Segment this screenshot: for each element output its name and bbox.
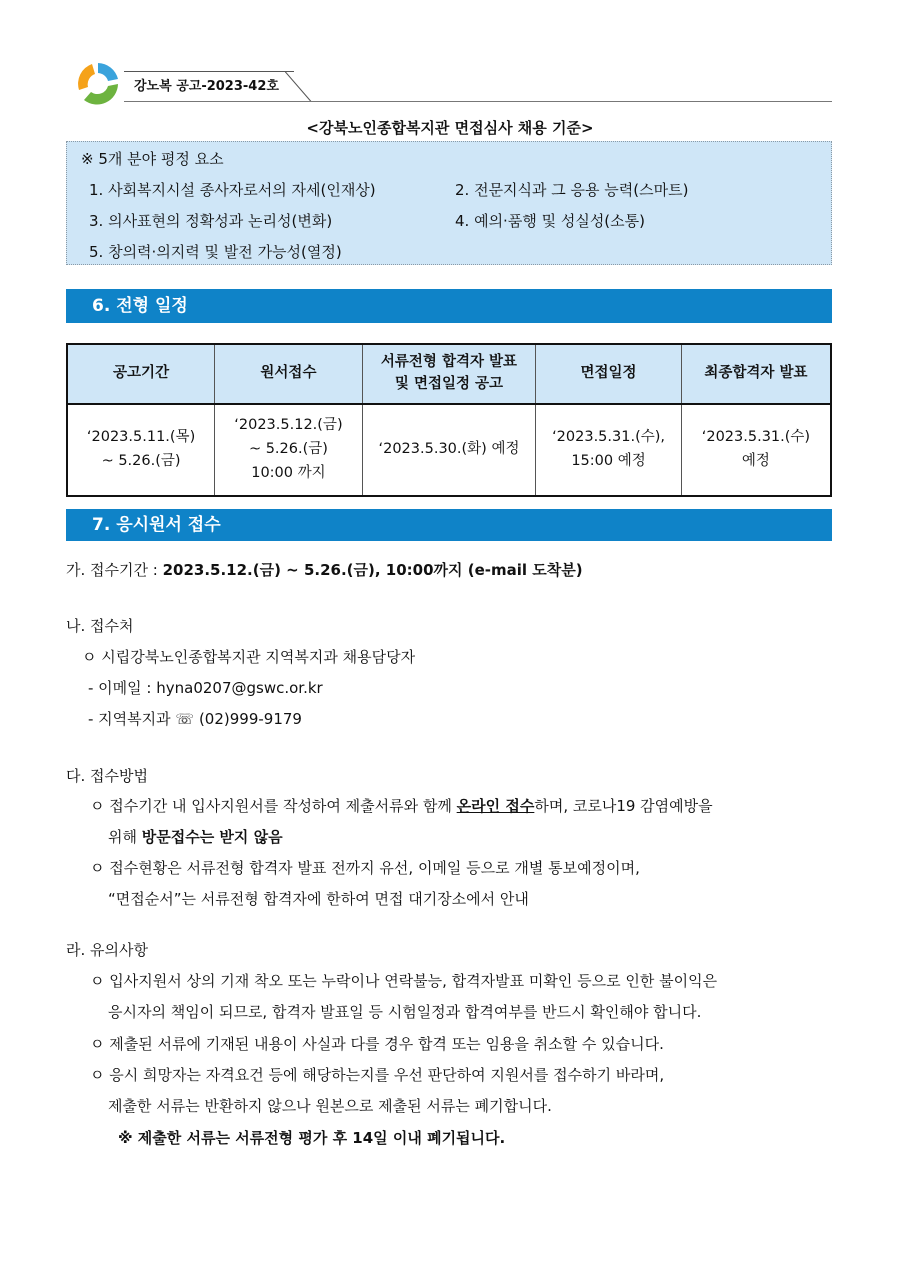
organization-logo-icon bbox=[74, 60, 122, 108]
bullet-line: ㅇ 입사지원서 상의 기재 착오 또는 누락이나 연락불능, 합격자발표 미확인 등으로 인한 불이익은 bbox=[90, 972, 718, 990]
subsection-heading: 라. 유의사항 bbox=[66, 941, 148, 959]
criteria-item: 1. 사회복지시설 종사자로서의 자세(인재상) bbox=[89, 181, 376, 199]
bullet-line: “면접순서”는 서류전형 합격자에 한하여 면접 대기장소에서 안내 bbox=[108, 890, 529, 908]
column-header: 최종합격자 발표 bbox=[681, 344, 831, 404]
column-header: 서류전형 합격자 발표 및 면접일정 공고 bbox=[362, 344, 535, 404]
table-row bbox=[67, 404, 831, 496]
schedule-table bbox=[66, 343, 832, 497]
section-heading-schedule: 6. 전형 일정 bbox=[66, 289, 832, 323]
contact-org: ㅇ 시립강북노인종합복지관 지역복지과 채용담당자 bbox=[82, 648, 416, 666]
bullet-line: 제출한 서류는 반환하지 않으나 원본으로 제출된 서류는 폐기합니다. bbox=[108, 1097, 552, 1115]
contact-phone: - 지역복지과 ☏ (02)999-9179 bbox=[88, 710, 302, 728]
column-header: 공고기간 bbox=[67, 344, 215, 404]
criteria-item: 3. 의사표현의 정확성과 논리성(변화) bbox=[89, 212, 333, 230]
column-header: 원서접수 bbox=[215, 344, 363, 404]
section-heading-application: 7. 응시원서 접수 bbox=[66, 509, 832, 541]
bullet-line: ㅇ 접수기간 내 입사지원서를 작성하여 제출서류와 함께 온라인 접수하며, 코로나19 감염예방을 bbox=[90, 797, 713, 815]
bullet-line: ㅇ 제출된 서류에 기재된 내용이 사실과 다를 경우 합격 또는 임용을 취소할 수 있습니다. bbox=[90, 1035, 664, 1053]
disposal-note: ※ 제출한 서류는 서류전형 평가 후 14일 이내 폐기됩니다. bbox=[118, 1129, 506, 1147]
table-cell: ‘2023.5.11.(목) ~ 5.26.(금) bbox=[67, 404, 215, 496]
column-header: 면접일정 bbox=[536, 344, 682, 404]
document-number: 강노복 공고-2023-42호 bbox=[124, 71, 294, 101]
table-cell: ‘2023.5.31.(수), 15:00 예정 bbox=[536, 404, 682, 496]
table-cell: ‘2023.5.30.(화) 예정 bbox=[362, 404, 535, 496]
email-link[interactable]: hyna0207@gswc.or.kr bbox=[156, 679, 323, 697]
header-rule bbox=[124, 101, 832, 102]
criteria-item: 5. 창의력·의지력 및 발전 가능성(열정) bbox=[89, 243, 342, 261]
page-title: <강북노인종합복지관 면접심사 채용 기준> bbox=[306, 119, 594, 137]
criteria-item: 4. 예의·품행 및 성실성(소통) bbox=[455, 212, 645, 230]
bullet-line: 응시자의 책임이 되므로, 합격자 발표일 등 시험일정과 합격여부를 반드시 확인해야 합니다. bbox=[108, 1003, 702, 1021]
table-cell: ‘2023.5.12.(금) ~ 5.26.(금) 10:00 까지 bbox=[215, 404, 363, 496]
phone-number: (02)999-9179 bbox=[198, 710, 302, 728]
subsection-heading: 다. 접수방법 bbox=[66, 767, 148, 785]
bullet-line: ㅇ 응시 희망자는 자격요건 등에 해당하는지를 우선 판단하여 지원서를 접수하기 바라며, bbox=[90, 1066, 665, 1084]
criteria-item: 2. 전문지식과 그 응용 능력(스마트) bbox=[455, 181, 689, 199]
table-header-row bbox=[67, 344, 831, 404]
contact-email: - 이메일 : hyna0207@gswc.or.kr bbox=[88, 679, 323, 697]
application-period: 가. 접수기간 : 2023.5.12.(금) ~ 5.26.(금), 10:00까지 (e-mail 도착분) bbox=[66, 561, 583, 579]
subsection-heading: 나. 접수처 bbox=[66, 617, 134, 635]
evaluation-criteria-box bbox=[66, 141, 832, 265]
criteria-note: ※ 5개 분야 평정 요소 bbox=[81, 150, 224, 168]
table-cell: ‘2023.5.31.(수) 예정 bbox=[681, 404, 831, 496]
bullet-line: ㅇ 접수현황은 서류전형 합격자 발표 전까지 유선, 이메일 등으로 개별 통보예정이며, bbox=[90, 859, 640, 877]
tab-divider bbox=[285, 71, 315, 102]
bullet-line: 위해 방문접수는 받지 않음 bbox=[108, 828, 283, 846]
